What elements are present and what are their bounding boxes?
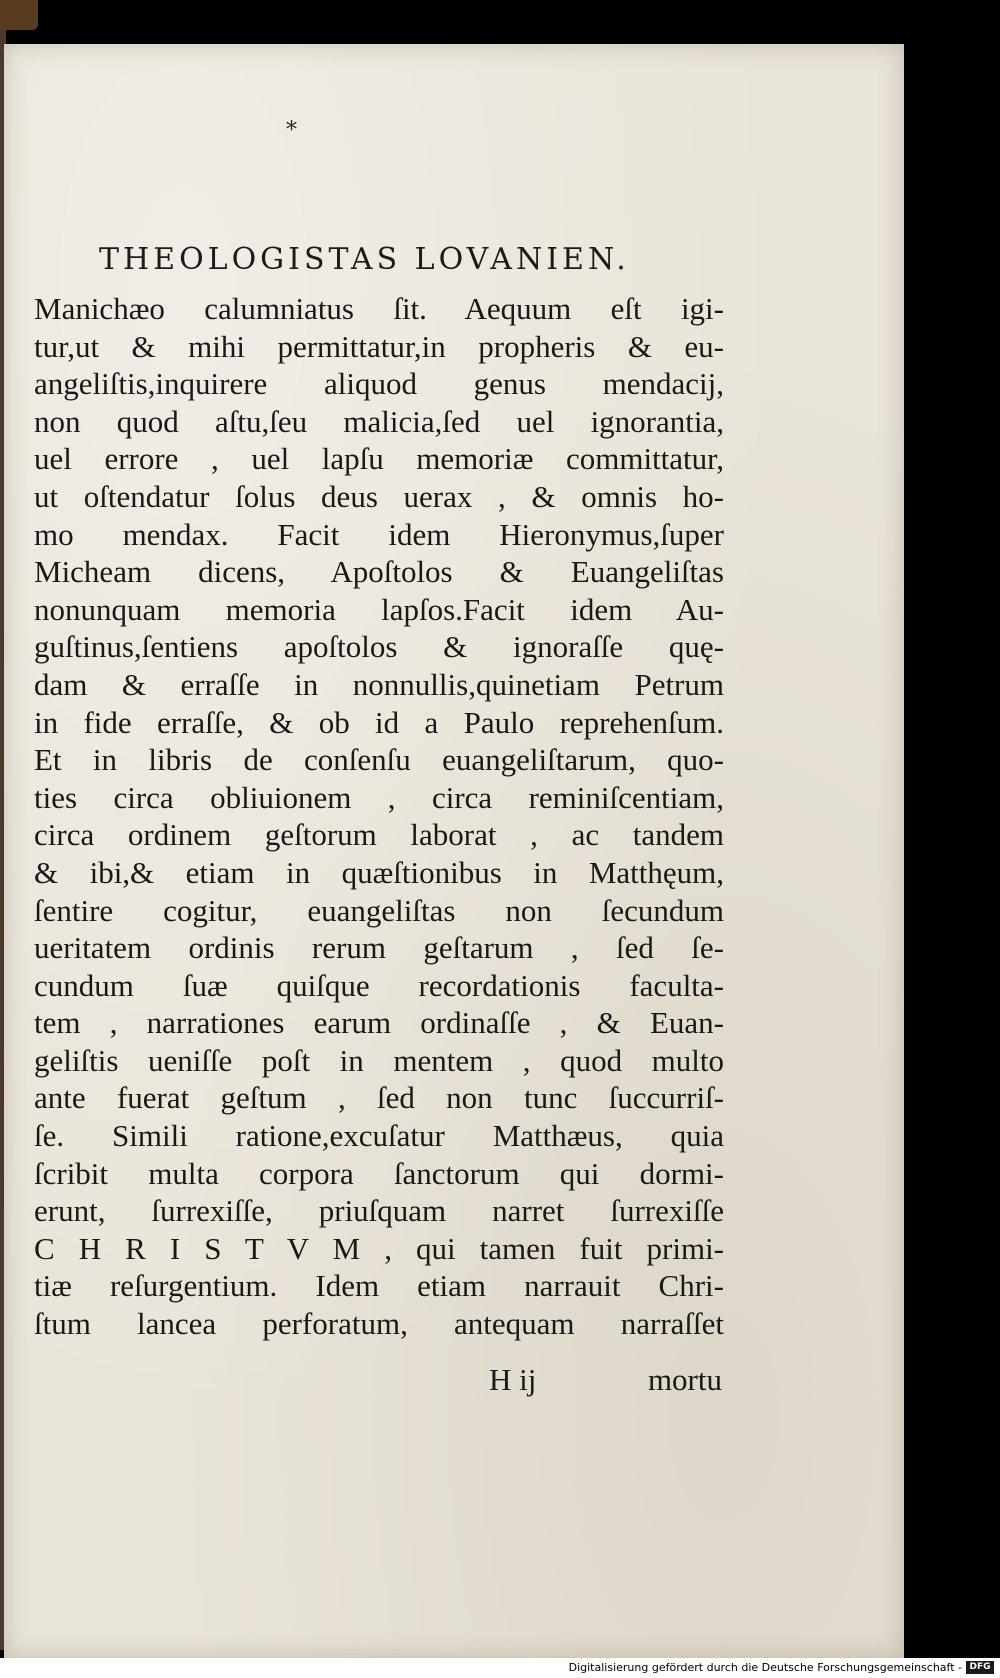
running-head: THEOLOGISTAS LOVANIEN. [99,242,630,277]
text-line: C H R I S T V M , qui tamen fuit primi- [34,1230,724,1266]
text-line: ſe. Simili ratione,excuſatur Matthæus, quia [34,1118,724,1154]
text-line: ſcribit multa corpora ſanctorum qui dormi- [34,1155,724,1191]
text-line: ſentire cogitur, euangeliſtas non ſecundum [34,892,724,928]
text-line: guſtinus,ſentiens apoſtolos & ignoraſſe quę- [34,629,724,665]
body-text [34,290,724,1343]
catchline [489,1362,722,1398]
text-line: mo mendax. Facit idem Hieronymus,ſuper [34,516,724,552]
text-line: Manichæo calumniatus ſit. Aequum eſt igi- [34,291,724,326]
text-line: erunt, ſurrexiſſe, priuſquam narret ſurrexiſſe [34,1193,724,1229]
text-line: tem , narrationes earum ordinaſſe , & Euan- [34,1005,724,1041]
text-line: ueritatem ordinis rerum geſtarum , ſed ſe- [34,930,724,966]
ornament-mark: * [286,118,297,143]
text-line: ante fuerat geſtum , ſed non tunc ſuccurriſ- [34,1080,724,1116]
text-line: tiæ reſurgentium. Idem etiam narrauit Chri- [34,1268,724,1304]
signature-mark: H ij [489,1362,537,1397]
text-line: Micheam dicens, Apoſtolos & Euangeliſtas [34,554,724,590]
text-line: non quod aſtu,ſeu malicia,ſed uel ignorantia, [34,403,724,439]
text-line: ties circa obliuionem , circa reminiſcentiam, [34,779,724,815]
text-line: angeliſtis,inquirere aliquod genus mendacij, [34,366,724,402]
text-line: & ibi,& etiam in quæſtionibus in Matthęum, [34,854,724,890]
catchword: mortu [647,1362,722,1397]
text-line: uel errore , uel lapſu memoriæ committatur, [34,441,724,477]
funding-credit: Digitalisierung gefördert durch die Deutsche Forschungsgemeinschaft - [568,1661,962,1674]
dfg-logo: DFG [966,1661,994,1674]
book-page [4,44,904,1658]
text-line: nonunquam memoria lapſos.Facit idem Au- [34,591,724,627]
text-line: dam & erraſſe in nonnullis,quinetiam Petrum [34,666,724,702]
text-line: geliſtis ueniſſe poſt in mentem , quod multo [34,1042,724,1078]
footer-bar [0,1658,1000,1678]
text-line: circa ordinem geſtorum laborat , ac tandem [34,817,724,853]
text-line: Et in libris de conſenſu euangeliſtarum, quo- [34,742,724,778]
text-line: ut oſtendatur ſolus deus uerax , & omnis ho- [34,478,724,514]
text-line: in fide erraſſe, & ob id a Paulo reprehenſum. [34,704,724,740]
binding-corner [0,0,38,30]
text-line: tur,ut & mihi permittatur,in propheris & eu- [34,328,724,364]
text-line: cundum ſuæ quiſque recordationis faculta- [34,967,724,1003]
text-line: ſtum lancea perforatum, antequam narraſſet [34,1306,724,1342]
